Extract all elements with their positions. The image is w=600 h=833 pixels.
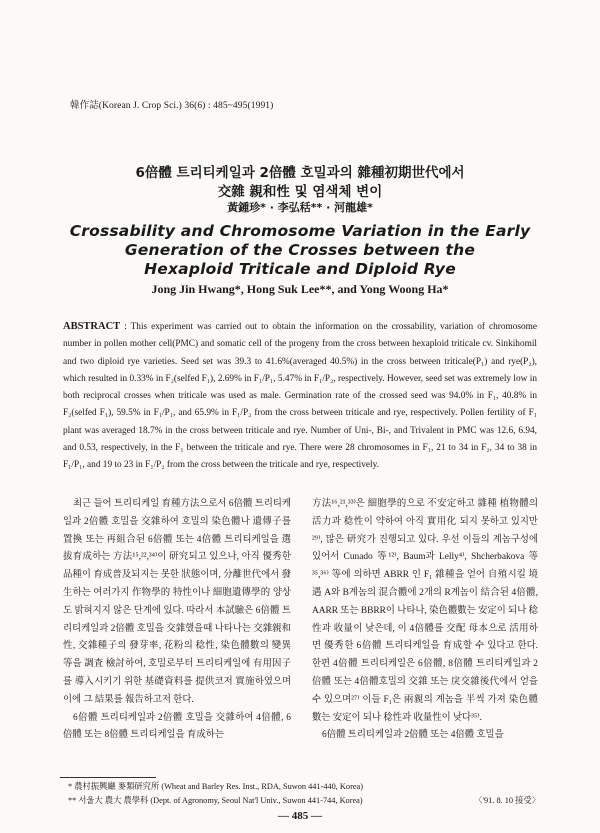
body-paragraph: 方法¹⁶,²¹,³³⁾은 細胞學的으로 不安定하고 雜種 植物體의 活力과 稔性이 약하여 아직 實用化 되지 못하고 있지만²⁹⁾, 많은 研究가 진행되고 있다. 우선 이들의 계놈구성에 있어서 Cunado 等¹²⁾, Baum과 Lelly⁴⁾, Shcherbakova 等³⁵,³⁶⁾ 等에 의하면 ABRR 인 F₁ 雜種을 얻어 自殖시킬 境遇 A와 B계놈의 混合體에 2개의 R계놈이 結合된 4倍體, AARR 또는 BBRR이 나타나, 染色體數는 安定이 되나 稔性과 收量이 낮은데, 이 4倍體를 交配 母本으로 活用하면 優秀한 6倍體 트리티케일을 育成할 수 있다고 한다. 한편 4倍體 트리티케일은 6倍體, 8倍體 트리티케일과 2倍體 또는 4倍體호밀의 交雜 또는 戾交雜後代에서 얻을 수 있으며²⁷⁾ 이들 F₁은 兩親의 계놈을 半씩 가져 染色體數는 安定이 되나 稔性과 收量性이 낮다³⁵⁾.: [312, 499, 538, 723]
body-column-left: [63, 496, 291, 745]
english-title-line2: Generation of the Crosses between the: [124, 241, 476, 259]
abstract: [63, 318, 537, 475]
footnote-affiliation-1: * 農村振興廳 麥類研究所 (Wheat and Barley Res. Inst., RDA, Suwon 441-440, Korea): [68, 782, 363, 791]
korean-title-line1: 6倍體 트리티케일과 2倍體 호밀과의 雜種初期世代에서: [135, 165, 465, 181]
page-number: — 485 —: [278, 810, 322, 822]
body-paragraph: 6倍體 트리티케일과 2倍體 호밀을 交雜하여 4倍體, 6倍體 또는 8倍體 트리티케일을 育成하는: [63, 712, 291, 741]
english-title-line1: Crossability and Chromosome Variation in the Early: [69, 222, 531, 240]
footnote-affiliation-2: ** 서울大 農大 農學科 (Dept. of Agronomy, Seoul Nat'l Univ., Suwon 441-744, Korea): [68, 796, 363, 805]
received-date: 〈'91. 8. 10 接受〉: [474, 796, 540, 805]
english-title-line3: Hexaploid Triticale and Diploid Rye: [144, 260, 456, 278]
english-authors: Jong Jin Hwang*, Hong Suk Lee**, and Yong Woong Ha*: [151, 282, 449, 296]
abstract-text: : This experiment was carried out to obtain the information on the crossability, variation of chromosome number in pollen mother cell(PMC) and somatic cell of the progeny from the cross between hexaploid triticale cv. Sinkihomil and two diploid rye varieties. Seed set was 39.3 to 41.6%(averaged 40.5%) in the cross between triticale(P₁) and rye(P₂), which resulted in 0.33% in F₂(selfed F₁), 2.69% in F₁/P₁, 5.47% in F₁/P₂, respectively. However, seed set was extremely low in both reciprocal crosses when triticale was used as male. Germination rate of the crossed seed was 94.0% in F₁, 40.8% in F₂(selfed F₁), 59.5% in F₁/P₁, and 65.9% in F₁/P₂ from the cross between triticale and rye, respectively. Pollen fertility of F₁ plant was averaged 18.7% in the cross between triticale and rye. Number of Uni-, Bi-, and Trivalent in PMC was 12.6, 6.94, and 0.53, respectively, in the F₁ between the triticale and rye. There were 28 chromosomes in F₁, 21 to 34 in F₂, 34 to 38 in F₁/P₁, and 19 to 23 in F₁/P₂ from the cross between the triticale and rye, respectively.: [63, 322, 537, 471]
body-paragraph: 최근 들어 트리티케일 育種方法으로서 6倍體 트리티케일과 2倍體 호밀을 交雜하여 호밀의 染色體나 遺傳子를 置換 또는 再組合된 6倍體 또는 4倍體 트리티케일을 選拔育成하는 方法¹⁵,²²,³⁴⁾이 研究되고 있으나, 아직 優秀한 品種이 育成普及되지는 못한 狀態이며, 分離世代에서 發生하는 여러가지 作物學的 特性이나 細胞遺傳學的 양상도 밝혀지지 않은 단계에 있다. 따라서 本試驗은 6倍體 트리티케일과 2倍體 호밀을 交雜했을때 나타나는 交雜親和性, 交雜種子의 發芽率, 花粉의 稔性, 染色體數의 變異 等을 調査 檢討하여, 호밀로부터 트리티케일에 有用因子를 導入시키기 위한 基礎資料를 提供코저 實施하였으며 이에 그 結果를 報告하고저 한다.: [63, 499, 291, 705]
abstract-label: ABSTRACT: [63, 321, 121, 332]
journal-citation: 韓作誌(Korean J. Crop Sci.) 36(6) : 485~495(1991): [70, 101, 274, 111]
body-column-right: [312, 496, 538, 745]
body-paragraph: 6倍體 트리티케일과 2倍體 또는 4倍體 호밀을: [322, 730, 504, 741]
korean-authors: 黃鍾珍* · 李弘秳** · 河龍雄*: [227, 201, 373, 214]
korean-title-line2: 交雜 親和性 및 염색체 변이: [217, 184, 383, 200]
footnote-rule: [60, 777, 156, 778]
